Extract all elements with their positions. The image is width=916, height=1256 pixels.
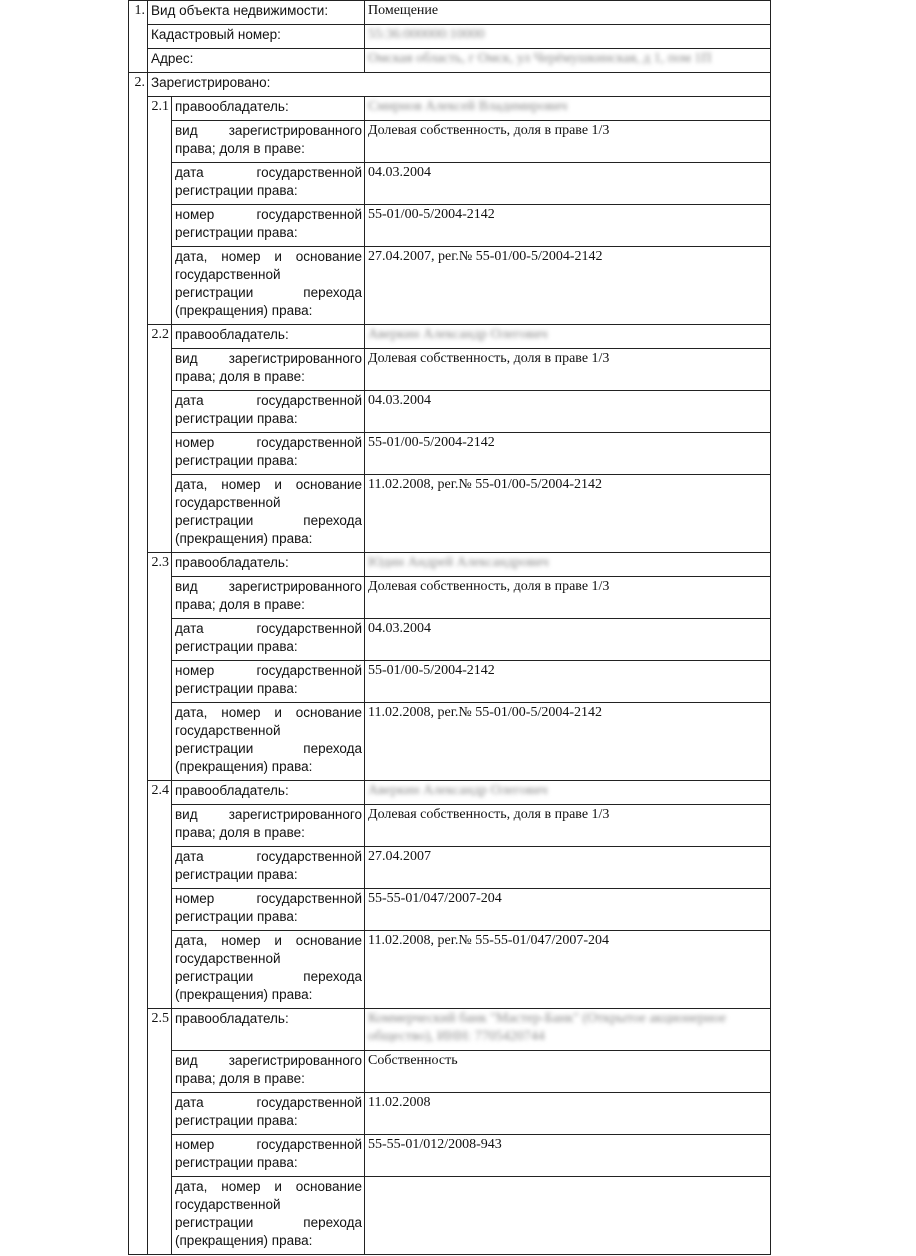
field-label-transfer: дата, номер и основание государственной регистрации перехода (прекращения) права: [172, 1177, 365, 1255]
table-row [129, 325, 771, 349]
field-label-reg-date: дата государственной регистрации права: [172, 619, 365, 661]
redacted-value: 55:36:000000:10000 [368, 27, 485, 42]
table-row [129, 661, 771, 703]
field-label-reg-number: номер государственной регистрации права: [172, 205, 365, 247]
table-row [129, 619, 771, 661]
field-value-right-type: Долевая собственность, доля в праве 1/3 [365, 349, 771, 391]
registry-extract-table [128, 0, 771, 1255]
field-label-reg-number: номер государственной регистрации права: [172, 661, 365, 703]
field-value-reg-date: 04.03.2004 [365, 163, 771, 205]
field-value-reg-date: 27.04.2007 [365, 847, 771, 889]
table-row [129, 553, 771, 577]
document-sheet [128, 0, 770, 1256]
field-value-reg-date: 04.03.2004 [365, 619, 771, 661]
field-label-holder: правообладатель: [172, 97, 365, 121]
table-row [129, 703, 771, 781]
field-label: Адрес: [148, 49, 365, 73]
entry-number: 2.3 [148, 553, 172, 781]
redacted-value: Смирнов Алексей Владимирович [368, 99, 568, 114]
redacted-value: Омская область, г Омск, ул Черёмушкинская, д 1, пом 1П [368, 51, 712, 66]
field-label-reg-number: номер государственной регистрации права: [172, 433, 365, 475]
field-value: Помещение [365, 1, 771, 25]
section-title: Зарегистрировано: [148, 73, 771, 97]
field-value-holder [365, 325, 771, 349]
field-value-reg-number: 55-55-01/012/2008-943 [365, 1135, 771, 1177]
field-value-reg-date: 04.03.2004 [365, 391, 771, 433]
field-label-reg-date: дата государственной регистрации права: [172, 391, 365, 433]
table-row [129, 1, 771, 25]
table-row [129, 433, 771, 475]
table-row [129, 121, 771, 163]
redacted-value: Коммерческий банк "Мастер-Банк" (Открытое акционерное общество), ИНН: 7705420744 [368, 1011, 727, 1044]
field-value-transfer: 27.04.2007, рег.№ 55-01/00-5/2004-2142 [365, 247, 771, 325]
field-label-right-type: вид зарегистрированного права; доля в праве: [172, 805, 365, 847]
table-row [129, 889, 771, 931]
field-value [365, 49, 771, 73]
field-value-right-type: Собственность [365, 1051, 771, 1093]
redacted-value: Аверкин Александр Олегович [368, 327, 548, 342]
field-value-reg-number: 55-01/00-5/2004-2142 [365, 433, 771, 475]
table-row [129, 49, 771, 73]
field-value-right-type: Долевая собственность, доля в праве 1/3 [365, 577, 771, 619]
table-row [129, 163, 771, 205]
field-value-reg-number: 55-01/00-5/2004-2142 [365, 661, 771, 703]
table-row [129, 349, 771, 391]
table-row [129, 1093, 771, 1135]
table-row [129, 577, 771, 619]
field-label-reg-date: дата государственной регистрации права: [172, 1093, 365, 1135]
field-label: Кадастровый номер: [148, 25, 365, 49]
field-value-transfer: 11.02.2008, рег.№ 55-01/00-5/2004-2142 [365, 475, 771, 553]
field-label-holder: правообладатель: [172, 325, 365, 349]
table-row [129, 73, 771, 97]
table-row [129, 205, 771, 247]
table-row [129, 805, 771, 847]
field-value-transfer [365, 1177, 771, 1255]
field-value-reg-number: 55-01/00-5/2004-2142 [365, 205, 771, 247]
entry-number: 2.2 [148, 325, 172, 553]
field-value-holder [365, 553, 771, 577]
field-label-holder: правообладатель: [172, 1009, 365, 1051]
table-row [129, 931, 771, 1009]
table-row [129, 475, 771, 553]
field-label-right-type: вид зарегистрированного права; доля в праве: [172, 121, 365, 163]
table-row [129, 1135, 771, 1177]
field-value-transfer: 11.02.2008, рег.№ 55-01/00-5/2004-2142 [365, 703, 771, 781]
field-label-reg-number: номер государственной регистрации права: [172, 1135, 365, 1177]
entry-number: 2.4 [148, 781, 172, 1009]
field-value-reg-number: 55-55-01/047/2007-204 [365, 889, 771, 931]
field-label-right-type: вид зарегистрированного права; доля в праве: [172, 349, 365, 391]
field-label-transfer: дата, номер и основание государственной регистрации перехода (прекращения) права: [172, 475, 365, 553]
table-row [129, 247, 771, 325]
field-label-right-type: вид зарегистрированного права; доля в праве: [172, 577, 365, 619]
field-label-holder: правообладатель: [172, 781, 365, 805]
table-row [129, 781, 771, 805]
table-row [129, 847, 771, 889]
table-row [129, 1177, 771, 1255]
field-value-holder [365, 781, 771, 805]
section-number: 1. [129, 1, 148, 73]
field-label-holder: правообладатель: [172, 553, 365, 577]
field-label-transfer: дата, номер и основание государственной регистрации перехода (прекращения) права: [172, 247, 365, 325]
field-label-reg-number: номер государственной регистрации права: [172, 889, 365, 931]
redacted-value: Аверкин Александр Олегович [368, 783, 548, 798]
field-label: Вид объекта недвижимости: [148, 1, 365, 25]
field-value-holder [365, 1009, 771, 1051]
entry-number: 2.5 [148, 1009, 172, 1255]
field-label-reg-date: дата государственной регистрации права: [172, 847, 365, 889]
redacted-value: Юдин Андрей Александрович [368, 555, 549, 570]
field-label-transfer: дата, номер и основание государственной регистрации перехода (прекращения) права: [172, 703, 365, 781]
table-row [129, 1009, 771, 1051]
table-row [129, 97, 771, 121]
entry-number: 2.1 [148, 97, 172, 325]
field-value-holder [365, 97, 771, 121]
section-number: 2. [129, 73, 148, 1255]
field-label-transfer: дата, номер и основание государственной регистрации перехода (прекращения) права: [172, 931, 365, 1009]
table-row [129, 391, 771, 433]
field-value-transfer: 11.02.2008, рег.№ 55-55-01/047/2007-204 [365, 931, 771, 1009]
field-value-right-type: Долевая собственность, доля в праве 1/3 [365, 805, 771, 847]
field-label-reg-date: дата государственной регистрации права: [172, 163, 365, 205]
field-label-right-type: вид зарегистрированного права; доля в праве: [172, 1051, 365, 1093]
field-value [365, 25, 771, 49]
field-value-right-type: Долевая собственность, доля в праве 1/3 [365, 121, 771, 163]
field-value-reg-date: 11.02.2008 [365, 1093, 771, 1135]
table-row [129, 1051, 771, 1093]
table-row [129, 25, 771, 49]
